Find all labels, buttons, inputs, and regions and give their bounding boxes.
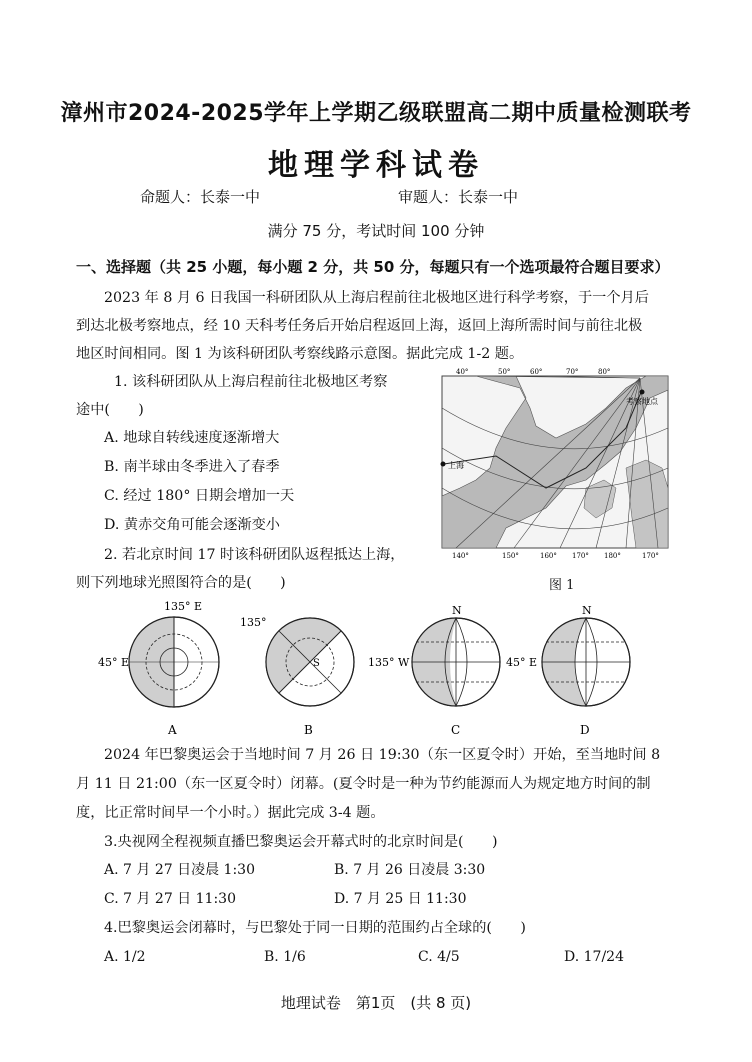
reviewer: 审题人：长泰一中 bbox=[398, 188, 519, 206]
site-marker bbox=[640, 390, 645, 395]
map-top-label: 60° bbox=[530, 368, 543, 376]
map-top-label: 80° bbox=[598, 368, 611, 376]
q4-option-c: C. 4/5 bbox=[418, 949, 460, 965]
q3-stem: 3.央视网全程视频直播巴黎奥运会开幕式时的北京时间是( ) bbox=[104, 834, 498, 850]
globe-d-top-label: N bbox=[582, 604, 592, 617]
q2-stem-cont: 则下列地球光照图符合的是( ) bbox=[76, 575, 286, 591]
globe-c-top-label: N bbox=[452, 604, 462, 617]
globe-b-letter: B bbox=[304, 723, 313, 737]
q3-option-a: A. 7 月 27 日凌晨 1:30 bbox=[104, 862, 255, 878]
q3-option-c: C. 7 月 27 日 11:30 bbox=[104, 891, 236, 907]
q2-stem: 2. 若北京时间 17 时该科研团队返程抵达上海， bbox=[104, 547, 405, 563]
q1-option-b: B. 南半球由冬季进入了春季 bbox=[104, 459, 280, 475]
globe-a-letter: A bbox=[168, 723, 177, 737]
passage1-line1: 2023 年 8 月 6 日我国一科研团队从上海启程前往北极地区进行科学考察，于一个月后 bbox=[104, 290, 649, 306]
route-map bbox=[436, 368, 678, 560]
globe-d-letter: D bbox=[580, 723, 590, 737]
map-bottom-label: 170° bbox=[642, 552, 659, 560]
section-heading: 一、选择题（共 25 小题，每小题 2 分，共 50 分，每题只有一个选项最符合题目要求） bbox=[76, 258, 670, 276]
passage2-line1: 2024 年巴黎奥运会于当地时间 7 月 26 日 19:30（东一区夏令时）开始，至当地时间 8 bbox=[104, 747, 661, 763]
q1-option-d: D. 黄赤交角可能会逐渐变小 bbox=[104, 517, 280, 533]
exam-title: 漳州市2024-2025学年上学期乙级联盟高二期中质量检测联考 bbox=[60, 101, 692, 126]
map-bottom-label: 150° bbox=[502, 552, 519, 560]
globe-c-left-label: 135° W bbox=[368, 656, 410, 669]
subject-title: 地理学科试卷 bbox=[268, 148, 484, 183]
q3-option-b: B. 7 月 26 日凌晨 3:30 bbox=[334, 862, 486, 878]
setter: 命题人：长泰一中 bbox=[140, 188, 261, 206]
map-bottom-label: 170° bbox=[572, 552, 589, 560]
shanghai-label: 上海 bbox=[448, 461, 464, 470]
q4-option-b: B. 1/6 bbox=[264, 949, 306, 965]
site-label: 考察地点 bbox=[626, 397, 658, 406]
q1-stem: 1. 该科研团队从上海启程前往北极地区考察 bbox=[114, 374, 388, 390]
globe-a-left-label: 45° E bbox=[98, 656, 130, 669]
q1-option-a: A. 地球自转线速度逐渐增大 bbox=[104, 430, 280, 446]
map-bottom-label: 160° bbox=[540, 552, 557, 560]
globe-b-center-label: S bbox=[313, 658, 320, 669]
passage2-line2: 月 11 日 21:00（东一区夏令时）闭幕。(夏令时是一种为节约能源而人为规定地方时间的制 bbox=[76, 776, 651, 792]
q1-option-c: C. 经过 180° 日期会增加一天 bbox=[104, 488, 295, 504]
passage2-line3: 度，比正常时间早一个小时。）据此完成 3-4 题。 bbox=[76, 805, 385, 821]
globe-c bbox=[412, 618, 500, 706]
q3-option-d: D. 7 月 25 日 11:30 bbox=[334, 891, 467, 907]
shanghai-marker bbox=[441, 462, 446, 467]
map-bottom-label: 180° bbox=[604, 552, 621, 560]
globe-figures bbox=[84, 598, 684, 744]
globe-d bbox=[542, 618, 630, 706]
score-time: 满分 75 分，考试时间 100 分钟 bbox=[267, 222, 485, 240]
q4-option-d: D. 17/24 bbox=[564, 949, 624, 965]
map-top-label: 40° bbox=[456, 368, 469, 376]
figure-caption: 图 1 bbox=[549, 578, 575, 593]
map-top-label: 50° bbox=[498, 368, 511, 376]
globe-b-top-label: 135° bbox=[240, 616, 267, 629]
map-bottom-label: 140° bbox=[452, 552, 469, 560]
globe-c-letter: C bbox=[451, 723, 461, 737]
q4-stem: 4.巴黎奥运会闭幕时，与巴黎处于同一日期的范围约占全球的( ) bbox=[104, 920, 526, 936]
globe-a bbox=[129, 617, 219, 707]
passage1-line3: 地区时间相同。图 1 为该科研团队考察线路示意图。据此完成 1-2 题。 bbox=[76, 346, 524, 362]
globe-b bbox=[266, 618, 354, 706]
globe-d-left-label: 45° E bbox=[506, 656, 538, 669]
map-top-label: 70° bbox=[566, 368, 579, 376]
page-footer: 地理试卷 第1页 (共 8 页) bbox=[280, 994, 472, 1012]
q4-option-a: A. 1/2 bbox=[104, 949, 146, 965]
q1-stem-cont: 途中( ) bbox=[76, 402, 144, 418]
globe-a-top-label: 135° E bbox=[164, 600, 203, 613]
passage1-line2: 到达北极考察地点，经 10 天科考任务后开始启程返回上海，返回上海所需时间与前往北极 bbox=[76, 318, 643, 334]
